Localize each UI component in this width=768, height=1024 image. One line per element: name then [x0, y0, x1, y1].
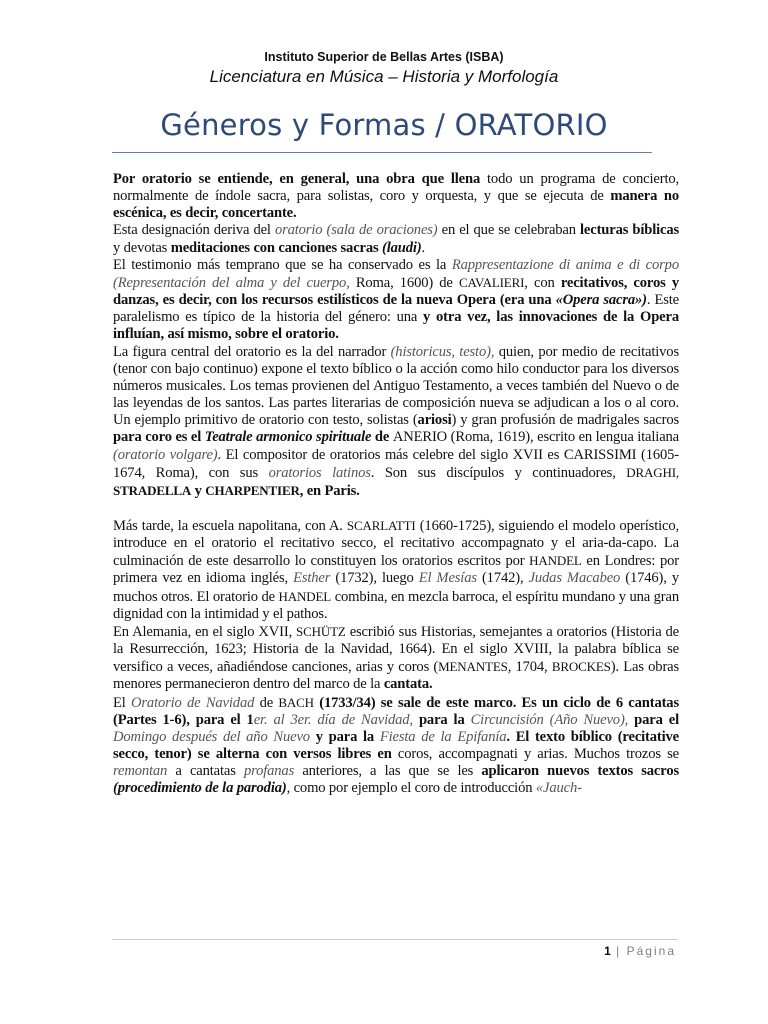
text-run: Domingo después del año Nuevo — [113, 728, 310, 745]
document-body — [113, 171, 679, 797]
course-subtitle: Licenciatura en Música – Historia y Morfología — [209, 67, 559, 86]
text-run: ) — [186, 746, 198, 762]
text-run: . — [421, 239, 426, 256]
text-run: a cantatas — [167, 763, 244, 780]
footer-separator: | — [616, 944, 622, 958]
text-run: coros, accompagnati y arias. Muchos trozos se — [391, 746, 679, 762]
text-run: ) y gran profusión de madrigales sacros — [451, 412, 679, 429]
text-run: (oratorio volgare) — [113, 446, 218, 463]
text-run: (1742), — [476, 570, 529, 587]
text-run: En Alemania, en el siglo XVII, — [113, 623, 297, 640]
text-run: y — [191, 482, 206, 499]
institute-name: Instituto Superior de Bellas Artes (ISBA) — [264, 50, 504, 64]
text-run: profanas — [243, 763, 295, 780]
text-run: se alterna con versos libres en — [197, 746, 392, 762]
text-run: , en Paris. — [299, 482, 360, 499]
text-run: (procedimiento de la parodia) — [113, 780, 287, 797]
text-run: oratorio (sala de oraciones) — [274, 222, 438, 239]
text-run: quien, por medio de recitativos (tenor con bajo continuo) expone el texto bíblico o la acción como hilo conductor para los diversos números musicales. Los temas provienen del Antiguo Testamento, a veces también del Nuevo o de las leyendas de los santos. Las partes literarias de composición nueva se adjudican a los o al coro. Un ejemplo primitivo de oratorio con testo, solistas ( — [113, 343, 679, 429]
text-run: Esta designación deriva del — [113, 222, 275, 239]
text-run: SCARLATTI — [346, 517, 416, 533]
text-run: (1732), luego — [330, 570, 419, 587]
text-run: BROCKES — [551, 659, 611, 675]
text-run: (1733/34) se sale de este marco. Es un ciclo de 6 cantatas (Partes 1-6), para el 1 — [113, 694, 679, 728]
text-run: SCHÜTZ — [296, 623, 346, 639]
paragraph-germany — [113, 623, 679, 694]
text-run: remontan — [113, 763, 168, 780]
text-run: er. al 3er. día de Navidad, — [253, 711, 413, 728]
paragraph-bach — [113, 694, 679, 798]
text-run: ariosi — [417, 412, 452, 429]
text-run: . Son sus discípulos y continuadores, — [370, 464, 627, 481]
text-run: recitative secco, tenor — [113, 728, 679, 762]
text-run: «Jauch- — [535, 780, 582, 797]
text-run: CAVALIERI — [458, 274, 525, 290]
text-run: El testimonio más temprano que se ha conservado es la — [113, 256, 452, 273]
text-run: Judas Macabeo — [528, 570, 621, 587]
text-run: y devotas — [113, 239, 171, 256]
text-run: escribió sus Historias, semejantes a oratorios (Historia de la Resurrección, 1623; Historia de la Navidad, 1664). En el siglo XVIII, la palabra bíblica se versifico a veces, añadiéndose canciones, arias y coros ( — [113, 623, 679, 676]
text-run: Fiesta de la Epifanía — [379, 728, 507, 745]
page-title: Géneros y Formas / ORATORIO — [160, 108, 608, 142]
text-run: oratorios latinos — [268, 464, 371, 481]
text-run: El — [113, 694, 131, 711]
text-run: (historicus, testo), — [390, 343, 495, 360]
text-run: STRADELLA — [113, 482, 192, 498]
text-run: . El texto bíblico ( — [506, 728, 623, 745]
text-run: combina, en mezcla barroca, el espíritu mundano y una gran dignidad con la intimidad y el pathos. — [113, 588, 679, 622]
text-run: El Mesías — [418, 570, 477, 587]
text-run: para la — [412, 711, 471, 728]
text-run: y otra vez, las innovaciones de la Opera influían, así mismo, sobre el oratorio. — [113, 309, 679, 343]
text-run: HANDEL — [529, 553, 582, 569]
text-run: todo un programa de concierto, normalmente de índole sacra, para solistas, coro y orquesta, y que se ejecuta de — [113, 171, 679, 205]
text-run: recitativos, coros y danzas, es decir, con los recursos estilísticos de la nueva Opera (era una — [113, 274, 679, 309]
text-run: de — [254, 694, 279, 711]
text-run: , 1704, — [507, 659, 552, 676]
text-run: en Londres: por primera vez en idioma inglés, — [113, 553, 679, 587]
text-run: La figura central del oratorio es la del narrador — [113, 343, 391, 360]
text-run: . Este paralelismo es típico de la historia del género: una — [113, 292, 679, 326]
text-run: ANERIO (Roma, 1619), escrito en lengua italiana — [392, 429, 679, 446]
page-footer — [604, 944, 676, 958]
text-run: de — [371, 429, 393, 446]
text-run: BACH — [278, 694, 314, 710]
text-run: Rappresentazione di anima e di corpo (Representación del alma y del cuerpo, — [113, 256, 679, 291]
text-run: aplicaron nuevos textos sacros — [481, 763, 679, 780]
text-run: ). Las obras menores permanecieron dentro del marco de la — [113, 659, 680, 693]
text-run: . El compositor de oratorios más celebre del siglo XVII es CARISSIMI (1605-1674, Roma), con sus — [113, 446, 679, 481]
text-run: en el que se celebraban — [437, 222, 581, 239]
text-run: meditaciones con canciones sacras — [170, 239, 379, 256]
text-run: Esther — [293, 570, 331, 587]
text-run: y para la — [309, 728, 380, 745]
title-underline — [112, 152, 652, 153]
text-run: , con — [524, 274, 561, 291]
text-run: Teatrale armonico spirituale — [204, 429, 372, 446]
page-number: 1 — [604, 944, 611, 958]
text-run: HANDEL — [278, 588, 332, 604]
text-run: CHARPENTIER — [205, 482, 300, 498]
text-run: para el — [628, 711, 679, 728]
text-run: lecturas bíblicas — [580, 222, 680, 239]
paragraph-neapolitan-school — [113, 517, 679, 623]
paragraph-definition — [113, 171, 679, 222]
text-run: , como por ejemplo el coro de introducción — [286, 780, 536, 797]
footer-rule — [112, 939, 678, 940]
text-run: Oratorio de Navidad — [131, 694, 255, 711]
text-run: Circuncisión (Año Nuevo), — [470, 711, 629, 728]
text-run: Por oratorio se entiende, en general, una obra que llena — [113, 171, 481, 187]
text-run: para coro es el — [113, 429, 205, 446]
text-run: (1746), y muchos otros. El oratorio de — [113, 570, 679, 605]
text-run: «Opera sacra») — [555, 292, 647, 309]
text-run: DRAGHI, — [626, 464, 680, 480]
text-run: Roma, 1600) de — [349, 274, 459, 291]
text-run: manera no escénica, es decir, concertante. — [113, 188, 679, 222]
text-run: cantata. — [383, 676, 433, 693]
text-run: Más tarde, la escuela napolitana, con A. — [113, 517, 347, 534]
paragraph-earliest-testimony — [113, 257, 679, 344]
page-label: Página — [626, 944, 676, 958]
text-run: anteriores, a las que se les — [294, 763, 482, 780]
text-run: MENANTES — [438, 659, 508, 675]
text-run: (1660-1725), siguiendo el modelo operístico, introduce en el oratorio el recitativo secco, el recitativo accompagnato y el aria-da-capo. La culminación de este desarrollo lo constituyen los oratorios escritos por — [113, 517, 679, 570]
paragraph-narrator — [113, 344, 679, 500]
text-run: (laudi) — [382, 239, 422, 256]
paragraph-origin — [113, 222, 679, 256]
